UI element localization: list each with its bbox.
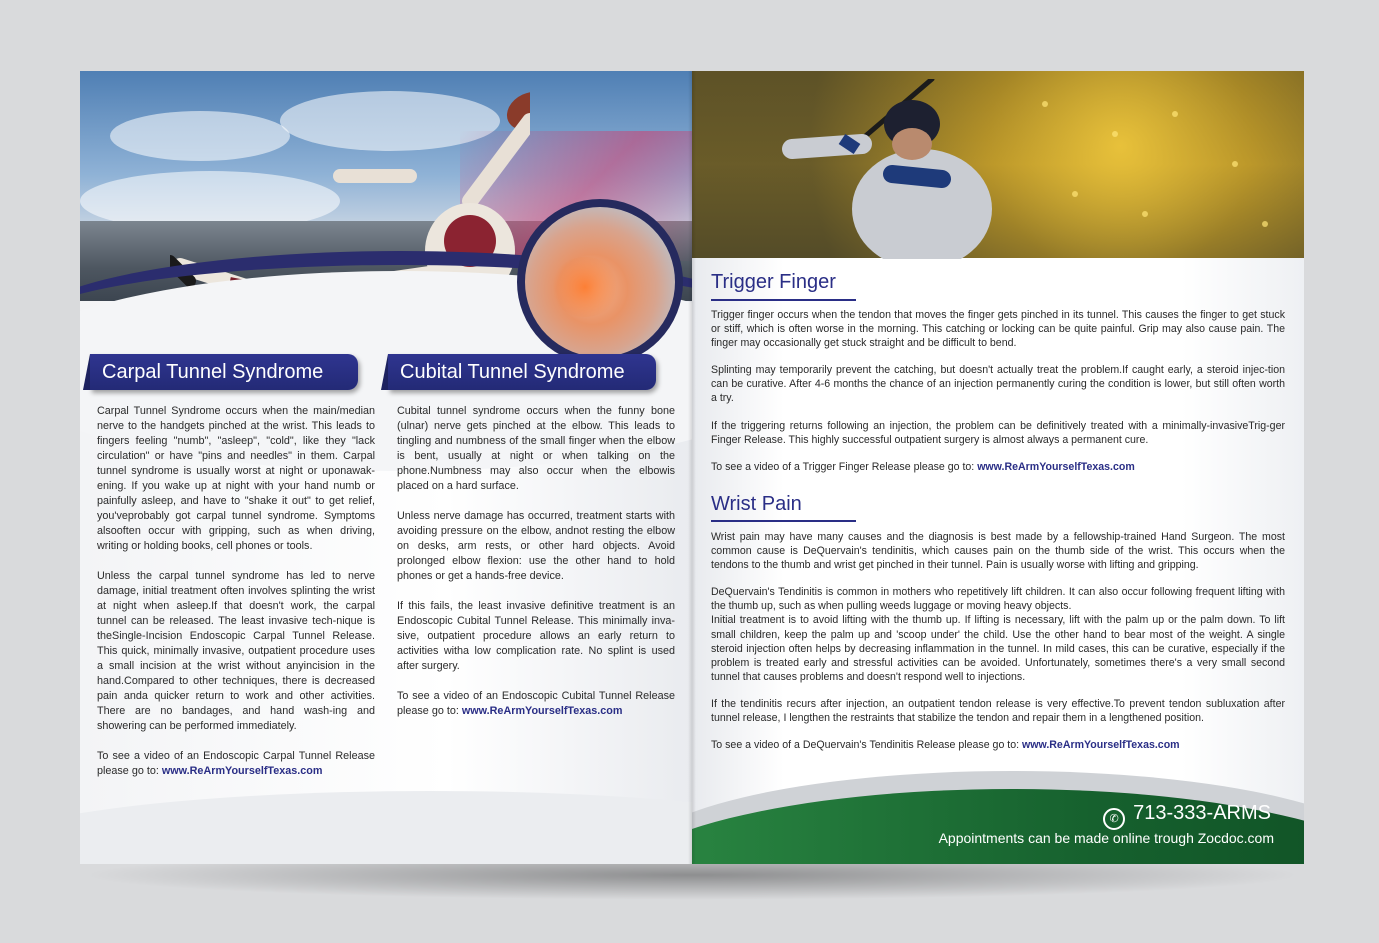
trigger-paragraph-3: If the triggering returns following an injection, the problem can be definitively treated with a minimally-invasiveTrig-ger Finger Release. This highly successful outpatient surgery is almost always a permanent cure. [711,419,1285,446]
carpal-video-link[interactable]: www.ReArmYourselfTexas.com [161,765,323,777]
cubital-video-paragraph: To see a video of an Endoscopic Cubital Tunnel Release please go to: www.ReArmYourselfTexas.com [397,690,675,717]
wrist-paragraph-1: Wrist pain may have many causes and the diagnosis is best made by a fellowship-trained Hand Surgeon. The most common cause is DeQuervain's tendinitis, which causes pain on the thumb side of the wrist. This occurs when the tendons to the thumb and wrist get pinched in their tunnel. Pain is usually worse with lifting and gripping. [711,531,1285,572]
cubital-video-link[interactable]: www.ReArmYourselfTexas.com [461,705,623,717]
trigger-finger-underline [711,299,856,301]
wrist-video-link[interactable]: www.ReArmYourselfTexas.com [1022,739,1180,752]
carpal-paragraph-2: Unless the carpal tunnel syndrome has led to nerve damage, initial treatment often involves splinting the wrist at night when asleep.If that doesn't work, the carpal tunnel can be released. The least invasive tech-nique is theSingle-Incision Endoscopic Carpal Tunnel Release. This quick, minimally invasive, outpatient procedure uses a small incision at the wrist without anyincision in the hand.Compared to other techniques, there is decreased pain anda quicker return to work and other activities. There are no bandages, and hand wash-ing and showering can be performed immediately. [97,570,375,732]
trigger-paragraph-2: Splinting may temporarily prevent the catching, but doesn't actually treat the problem.If caught early, a steroid injec-tion can be curative. After 4-6 months the chance of an injection permanently curing the condition is lower, but still often worth a try. [711,364,1285,405]
svg-text:3: 3 [430,248,438,264]
carpal-heading: Carpal Tunnel Syndrome [90,354,358,390]
baseball-photo [692,71,1304,258]
wrist-pain-underline [711,520,856,522]
brochure-spine [688,71,696,864]
left-footer-curve [80,791,692,864]
wrist-paragraph-4: If the tendinitis recurs after injection, an outpatient tendon release is very effective.To prevent tendon subluxation after tunnel release, I lengthen the restraints that stabilize the tendon and repair them in a lengthened position. [711,697,1285,725]
phone-number[interactable] [1103,802,1271,830]
wrist-paragraph-3: Initial treatment is to avoid lifting with the thumb up. If lifting is necessary, lift with the palm up or the palm down. To lift small children, keep the palm up and 'scoop under' the child. Use the other hand to bear most of the weight. A single steroid injection often helps by decreasing inflammation in the tunnel. In mild cases, this can be curative, especially if the problem is treated early and stressful activities can be avoided. Unfortunately, sometimes there's a very small second tunnel that causes problems and doesn't respond well to injections. [711,614,1285,683]
elbow-pain-photo [517,199,683,365]
trigger-paragraph-1: Trigger finger occurs when the tendon that moves the finger gets pinched in its tunnel. This causes the finger to get stuck or stiff, which is often worse in the morning. This catching or locking can be quite painful. Grip may also cause pain. The finger may occasionally get stuck straight and be difficult to bend. [711,309,1285,350]
trigger-video-paragraph: To see a video of a Trigger Finger Release please go to: www.ReArmYourselfTexas.com [711,460,1135,473]
brochure-spread [80,71,1304,864]
trigger-finger-heading: Trigger Finger [711,271,836,293]
cubital-heading: Cubital Tunnel Syndrome [388,354,656,390]
wrist-pain-body [711,530,1285,765]
carpal-body [97,404,375,794]
baseball-player-illustration [762,79,1012,259]
trigger-finger-body [711,308,1285,487]
carpal-video-paragraph: To see a video of an Endoscopic Carpal Tunnel Release please go to: www.ReArmYourselfTexas.com [97,750,375,777]
cubital-paragraph-2: Unless nerve damage has occurred, treatment starts with avoiding pressure on the elbow, andnot resting the elbow on desks, arm rests, or other hard objects. Avoid prolonged elbow flexion: use the other hand to hold phones or get a hands-free device. [397,510,675,582]
cubital-body [397,404,675,734]
trigger-video-link[interactable]: www.ReArmYourselfTexas.com [977,460,1135,473]
phone-icon: ✆ [1103,808,1125,830]
cubital-paragraph-1: Cubital tunnel syndrome occurs when the funny bone (ulnar) nerve gets pinched at the elbow. This leads to tingling and numbness of the small finger when the elbow is bent, usually at night or when talking on the phone.Numbness may also occur when the elbowis placed on a hard surface. [397,405,675,492]
wrist-pain-heading: Wrist Pain [711,493,802,515]
appointments-text: Appointments can be made online trough Zocdoc.com [938,830,1274,846]
right-page [692,71,1304,864]
wrist-video-paragraph: To see a video of a DeQuervain's Tendinitis Release please go to: www.ReArmYourselfTexas.com [711,739,1180,752]
wrist-paragraph-2: DeQuervain's Tendinitis is common in mothers who repetitively lift children. It can also occur following frequent lifting with the thumb up, such as when pulling weeds luggage or moving heavy objects. [711,586,1285,613]
left-page [80,71,692,864]
cubital-paragraph-3: If this fails, the least invasive definitive treatment is an Endoscopic Cubital Tunnel Release. This minimally inva-sive, outpatient procedure allows an early return to activities witha low complication rate. No splint is used after surgery. [397,600,675,672]
phone-number-text: 713-333-ARMS [1133,802,1271,824]
carpal-paragraph-1: Carpal Tunnel Syndrome occurs when the main/median nerve to the handgets pinched at the wrist. This leads to fingers feeling "numb", "asleep", "cold", like they "lack circulation" or have "pins and needles" in them. Carpal tunnel syndrome is usually worst at night or uponawak-ening. If you wake up at night with your hand numb or painfully asleep, and have to "shake it out" to get relief, you'veprobably got carpal tunnel syndrome. Symptoms alsooften occur with gripping, such as when driving, writing or holding books, cell phones or tools. [97,405,375,552]
